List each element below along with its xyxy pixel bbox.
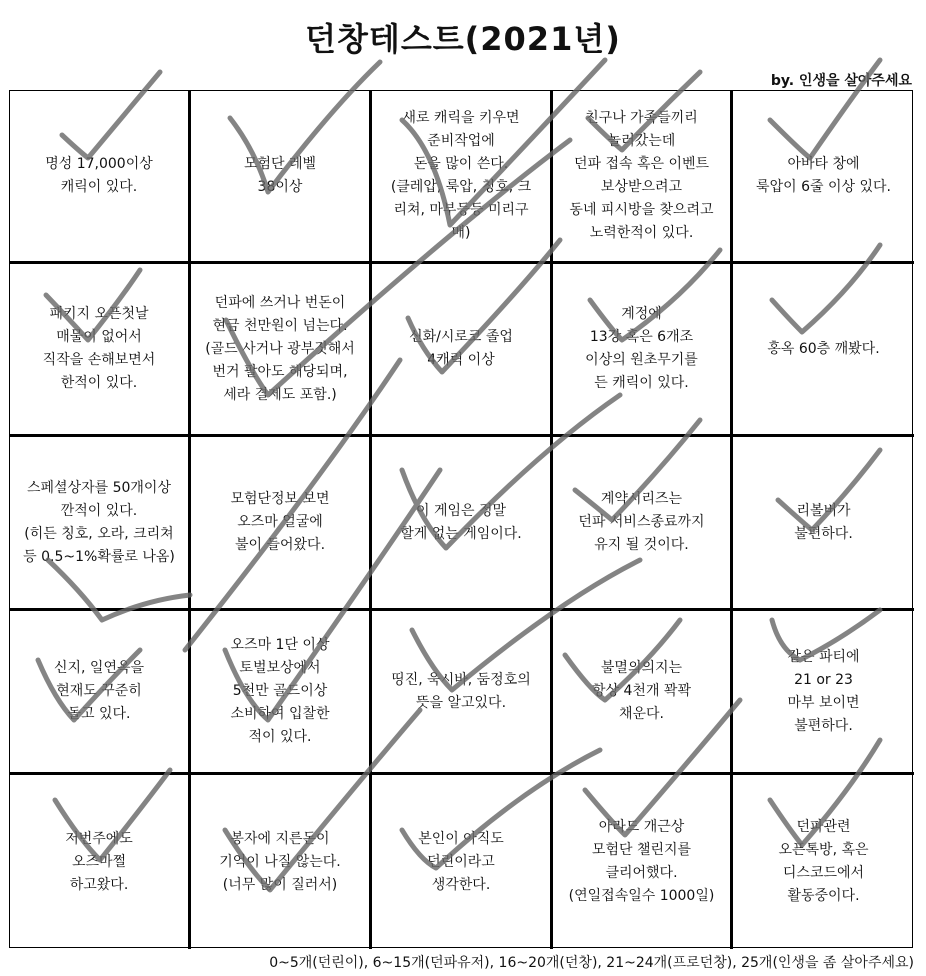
bingo-cell[interactable]: 리볼버가 불편하다. [733,437,914,611]
bingo-cell[interactable]: 모험단 레벨 38이상 [191,91,372,264]
bingo-cell[interactable]: 오즈마 1단 이상 토벌보상에서 5천만 골드이상 소비하여 입찰한 적이 있다. [191,611,372,775]
bingo-cell[interactable]: 던파에 쓰거나 번돈이 현금 천만원이 넘는다. (골드 사거나 광부짓해서 번거 팔아도 해당되며, 세라 결제도 포함.) [191,264,372,437]
bingo-cell[interactable]: 띵진, 욱시바, 둠정호의 뜻을 알고있다. [372,611,553,775]
bingo-cell[interactable]: 스페셜상자를 50개이상 깐적이 있다. (히든 칭호, 오라, 크리쳐 등 0.5~1%확률로 나옴) [10,437,191,611]
bingo-cell[interactable]: 저번주에도 오즈마쩔 하고왔다. [10,775,191,949]
bingo-cell[interactable]: 불멸의의지는 항상 4천개 꽉꽉 채운다. [553,611,733,775]
bingo-cell[interactable]: 명성 17,000이상 캐릭이 있다. [10,91,191,264]
author-credit: by. 인생을 살아주세요 [770,73,912,89]
bingo-cell[interactable]: 아라드 개근상 모험단 챌린지를 클리어했다. (연일접속일수 1000일) [553,775,733,949]
bingo-cell[interactable]: 새로 캐릭을 키우면 준비작업에 돈을 많이 쓴다. (클레압, 룩압, 칭호, 크 리쳐, 마부등등 미리구 매) [372,91,553,264]
score-legend: 0~5개(던린이), 6~15개(던파유저), 16~20개(던창), 21~24개(프로던창), 25개(인생을 좀 살아주세요) [269,955,914,971]
bingo-cell[interactable]: 봉자에 지른돈이 기억이 나질 않는다. (너무 많이 질러서) [191,775,372,949]
bingo-cell[interactable]: 친구나 가족들끼리 놀러갔는데 던파 접속 혹은 이벤트 보상받으려고 동네 피시방을 찾으려고 노력한적이 있다. [553,91,733,264]
bingo-cell[interactable]: 같은 파티에 21 or 23 마부 보이면 불편하다. [733,611,914,775]
bingo-cell[interactable]: 본인이 아직도 던린이라고 생각한다. [372,775,553,949]
bingo-cell[interactable]: 홍옥 60층 깨봤다. [733,264,914,437]
page-title: 던창테스트(2021년) [305,20,621,58]
bingo-cell[interactable]: 던파관련 오픈톡방, 혹은 디스코드에서 활동중이다. [778,819,869,904]
bingo-cell[interactable]: 신화/시로코 졸업 4캐릭 이상 [372,264,553,437]
bingo-cell[interactable]: 아바타 창에 룩압이 6줄 이상 있다. [733,91,914,264]
bingo-cell[interactable]: 패키지 오픈첫날 매물이 없어서 직작을 손해보면서 한적이 있다. [10,264,191,437]
bingo-cell[interactable]: 계약시리즈는 던파 서비스종료까지 유지 될 것이다. [553,437,733,611]
bingo-cell[interactable]: 계정에 13강 혹은 6개조 이상의 원초무기를 든 캐릭이 있다. [553,264,733,437]
bingo-grid [9,90,913,948]
bingo-cell[interactable]: 모험단정보 보면 오즈마 얼굴에 불이 들어왔다. [191,437,372,611]
bingo-cell[interactable]: 신지, 일연옥을 현재도 꾸준히 돌고 있다. [10,611,191,775]
bingo-cell[interactable]: 이 게임은 정말 할게 없는 게임이다. [372,437,553,611]
